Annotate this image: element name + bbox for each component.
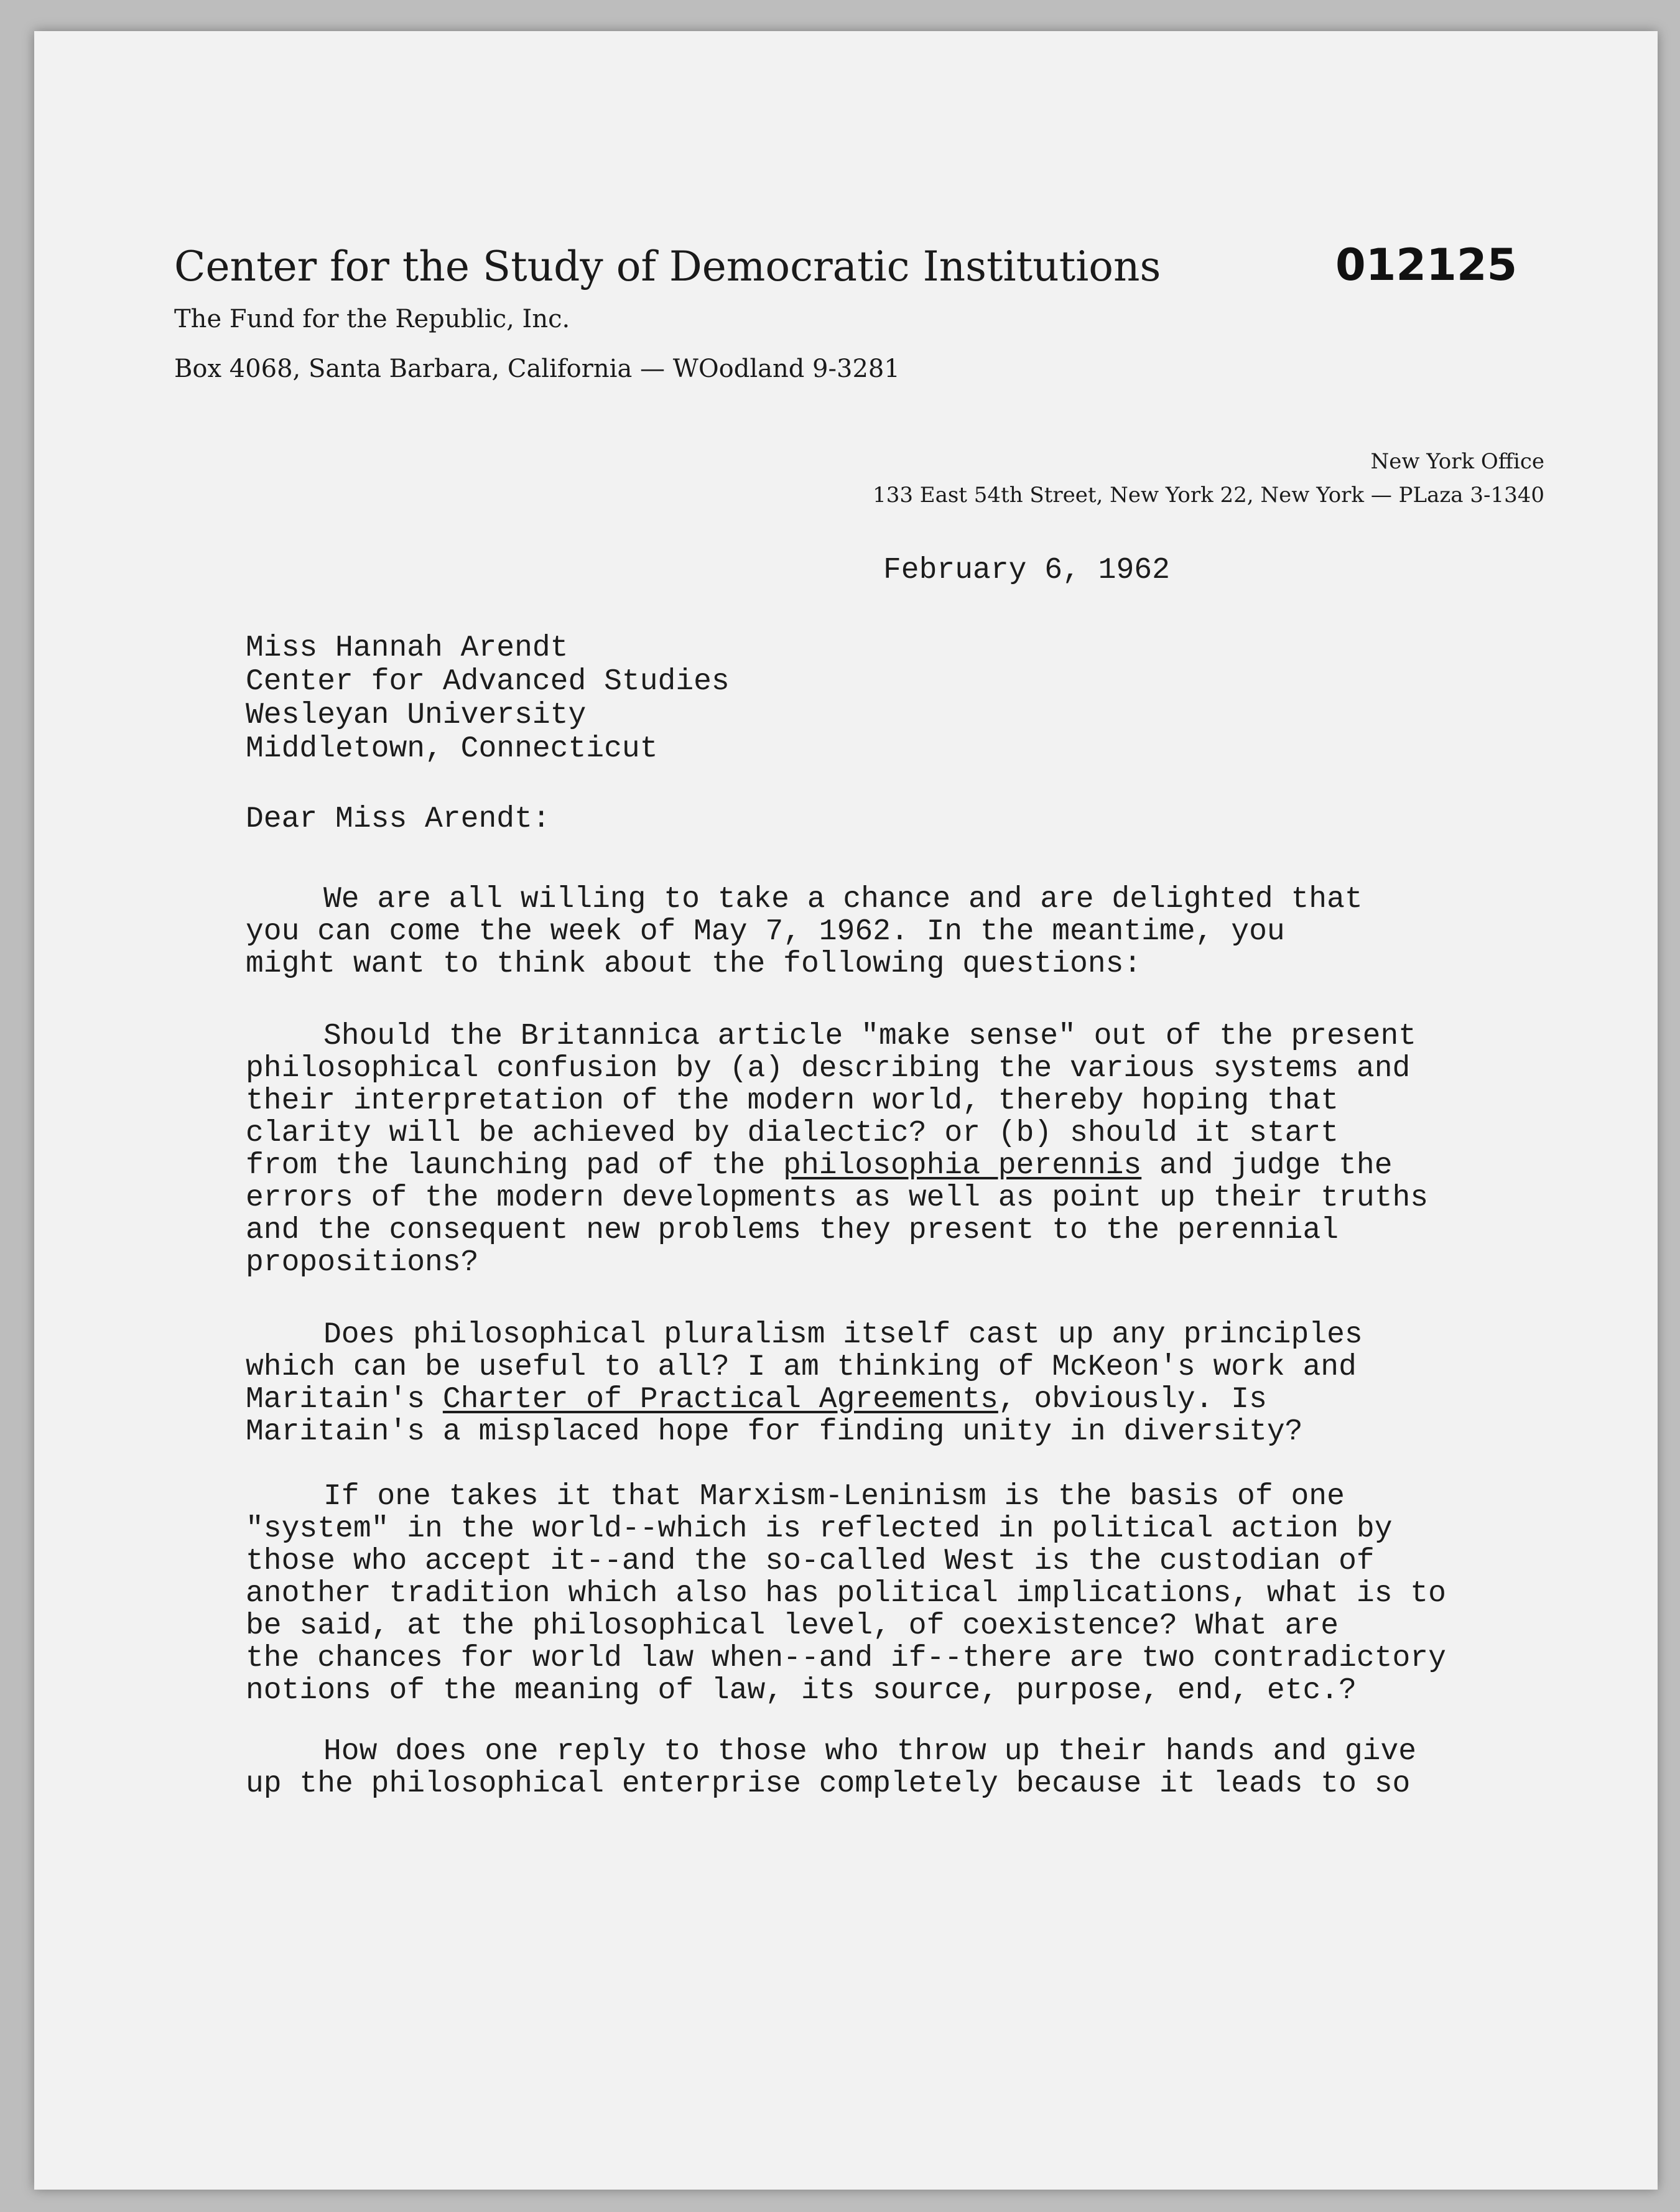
p4-line: another tradition which also has political implications, what is to	[246, 1577, 1446, 1610]
p2-line: propositions?	[246, 1246, 479, 1280]
p4-line: "system" in the world--which is reflected in political action by	[246, 1512, 1393, 1546]
document-number: 012125	[1335, 239, 1518, 290]
p4-line: be said, at the philosophical level, of coexistence? What are	[246, 1609, 1339, 1643]
recipient-university: Wesleyan University	[246, 699, 587, 732]
p4-line: the chances for world law when--and if--there are two contradictory	[246, 1642, 1446, 1675]
p3-line	[246, 1383, 1564, 1416]
recipient-name: Miss Hannah Arendt	[246, 631, 569, 665]
ny-office-label: New York Office	[1370, 449, 1544, 474]
p1-line: We are all willing to take a chance and are delighted that	[323, 883, 1363, 916]
p4-line: those who accept it--and the so-called West is the custodian of	[246, 1545, 1375, 1578]
underlined-term: philosophia perennis	[783, 1149, 1142, 1183]
letter-date: February 6, 1962	[883, 554, 1170, 587]
institution-address: Box 4068, Santa Barbara, California — WOodland 9-3281	[174, 355, 900, 383]
paragraph-3	[246, 1319, 1564, 1448]
p2-line: Should the Britannica article "make sense" out of the present	[323, 1020, 1417, 1053]
p3-line: which can be useful to all? I am thinking of McKeon's work and	[246, 1350, 1357, 1384]
p2-line: clarity will be achieved by dialectic? or (b) should it start	[246, 1117, 1339, 1150]
p3-line: Does philosophical pluralism itself cast up any principles	[323, 1318, 1363, 1352]
p2-line-text: from the launching pad of the	[246, 1149, 784, 1183]
p2-line: and the consequent new problems they present to the perennial	[246, 1214, 1339, 1247]
p2-line: philosophical confusion by (a) describing the various systems and	[246, 1052, 1411, 1085]
fund-name: The Fund for the Republic, Inc.	[174, 305, 570, 333]
p5-line: up the philosophical enterprise completely because it leads to so	[246, 1767, 1411, 1801]
p1-line: you can come the week of May 7, 1962. In the meantime, you	[246, 915, 1285, 949]
paragraph-5	[246, 1736, 1564, 1800]
salutation: Dear Miss Arendt:	[246, 802, 550, 836]
recipient-city: Middletown, Connecticut	[246, 732, 658, 766]
recipient-org: Center for Advanced Studies	[246, 665, 730, 699]
p4-line: notions of the meaning of law, its source, purpose, end, etc.?	[246, 1674, 1357, 1708]
letter-page	[34, 31, 1658, 2190]
ny-office-address: 133 East 54th Street, New York 22, New York — PLaza 3-1340	[873, 483, 1544, 508]
paragraph-1	[246, 883, 1564, 980]
p2-line-text: and judge the	[1141, 1149, 1393, 1183]
p2-line	[246, 1150, 1564, 1182]
institution-name: Center for the Study of Democratic Institutions	[174, 243, 1161, 290]
recipient-address	[246, 631, 730, 766]
p3-line-text: , obviously. Is	[998, 1383, 1267, 1416]
underlined-term: Charter of Practical Agreements	[442, 1383, 998, 1416]
p2-line: their interpretation of the modern world, thereby hoping that	[246, 1084, 1339, 1118]
p2-line: errors of the modern developments as well as point up their truths	[246, 1181, 1429, 1215]
p5-line: How does one reply to those who throw up their hands and give	[323, 1735, 1417, 1768]
p1-line: might want to think about the following questions:	[246, 947, 1142, 981]
paragraph-4	[246, 1480, 1564, 1707]
p3-line: Maritain's a misplaced hope for finding unity in diversity?	[246, 1415, 1303, 1449]
paragraph-2	[246, 1020, 1564, 1279]
p4-line: If one takes it that Marxism-Leninism is the basis of one	[323, 1480, 1345, 1513]
p3-line-text: Maritain's	[246, 1383, 443, 1416]
